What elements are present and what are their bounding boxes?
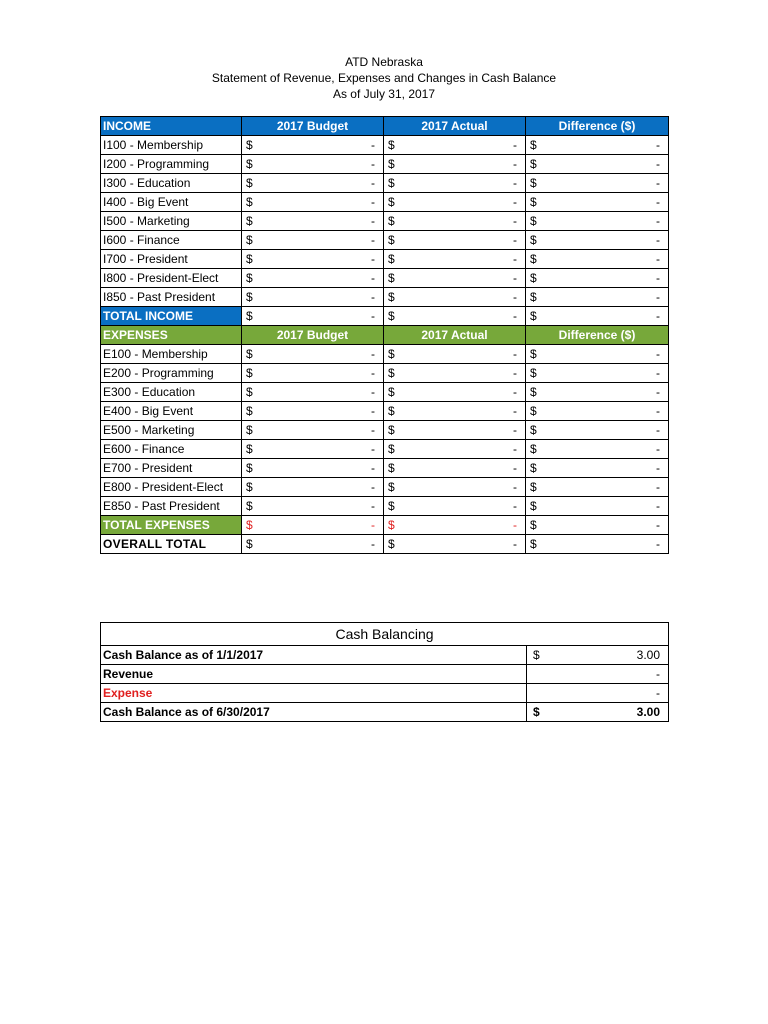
currency-sign: $ [246,290,253,304]
amount: - [656,214,660,228]
cash-row [101,665,669,684]
amount: - [371,366,375,380]
currency-sign: $ [530,423,537,437]
currency-sign: $ [530,347,537,361]
amount-cell [384,307,526,326]
amount-cell [242,307,384,326]
currency-sign: $ [533,648,540,662]
amount: - [513,214,517,228]
amount-cell [526,497,669,516]
cash-row [101,684,669,703]
line-item-label: I100 - Membership [101,136,242,155]
amount: - [513,518,517,532]
currency-sign: $ [388,518,395,532]
amount-cell [526,535,669,554]
section-label: EXPENSES [101,326,242,345]
amount-cell [384,288,526,307]
amount: - [513,176,517,190]
amount-cell [384,516,526,535]
table-row [101,193,669,212]
amount-cell [526,155,669,174]
amount-cell [384,193,526,212]
amount-cell [242,250,384,269]
line-item-label: I500 - Marketing [101,212,242,231]
amount: - [513,290,517,304]
currency-sign: $ [530,290,537,304]
amount: - [656,499,660,513]
amount: - [656,385,660,399]
line-item-label: I400 - Big Event [101,193,242,212]
amount-cell [384,345,526,364]
amount-cell [384,535,526,554]
cash-row-value [527,684,669,703]
amount: - [371,290,375,304]
currency-sign: $ [246,461,253,475]
line-item-label: E100 - Membership [101,345,242,364]
income-header-row [101,117,669,136]
currency-sign: $ [388,138,395,152]
currency-sign: $ [530,233,537,247]
line-item-label: E700 - President [101,459,242,478]
amount-cell [242,535,384,554]
currency-sign: $ [530,499,537,513]
amount: - [656,518,660,532]
table-row [101,402,669,421]
amount-cell [242,459,384,478]
org-name: ATD Nebraska [345,55,423,69]
currency-sign: $ [530,442,537,456]
amount: - [656,667,660,681]
amount: - [371,518,375,532]
amount-cell [242,516,384,535]
amount: - [513,480,517,494]
amount: - [371,271,375,285]
cash-row [101,703,669,722]
currency-sign: $ [388,480,395,494]
currency-sign: $ [530,195,537,209]
amount-cell [384,478,526,497]
amount: - [513,347,517,361]
currency-sign: $ [246,214,253,228]
line-item-label: E500 - Marketing [101,421,242,440]
cash-row-value [527,703,669,722]
table-row [101,478,669,497]
amount: - [656,404,660,418]
amount: - [656,252,660,266]
currency-sign: $ [530,157,537,171]
table-row [101,174,669,193]
cash-row-label: Cash Balance as of 1/1/2017 [101,646,527,665]
column-header-budget: 2017 Budget [242,326,384,345]
amount: - [656,347,660,361]
amount-cell [384,155,526,174]
amount: - [656,233,660,247]
currency-sign: $ [530,385,537,399]
currency-sign: $ [246,176,253,190]
currency-sign: $ [246,442,253,456]
table-row [101,288,669,307]
currency-sign: $ [530,404,537,418]
amount-cell [242,478,384,497]
amount: - [513,138,517,152]
amount: - [371,176,375,190]
amount: - [513,309,517,323]
amount-cell [526,269,669,288]
report-title: Statement of Revenue, Expenses and Changes in Cash Balance [211,71,557,85]
amount: - [656,157,660,171]
table-row [101,212,669,231]
amount-cell [526,288,669,307]
amount-cell [384,250,526,269]
amount-cell [242,383,384,402]
amount: 3.00 [636,705,660,719]
currency-sign: $ [246,347,253,361]
line-item-label: E850 - Past President [101,497,242,516]
currency-sign: $ [246,366,253,380]
amount: - [656,442,660,456]
currency-sign: $ [530,537,537,551]
column-header-difference: Difference ($) [526,326,669,345]
currency-sign: $ [246,404,253,418]
currency-sign: $ [246,480,253,494]
amount: - [513,499,517,513]
amount: - [656,461,660,475]
amount: - [371,404,375,418]
currency-sign: $ [246,138,253,152]
amount-cell [526,231,669,250]
currency-sign: $ [388,385,395,399]
table-row [101,345,669,364]
currency-sign: $ [388,290,395,304]
report-header [0,54,768,102]
currency-sign: $ [388,404,395,418]
amount: - [371,195,375,209]
amount-cell [526,459,669,478]
currency-sign: $ [388,442,395,456]
amount-cell [384,459,526,478]
amount: - [656,366,660,380]
amount-cell [526,402,669,421]
currency-sign: $ [530,480,537,494]
total-label: TOTAL INCOME [101,307,242,326]
table-row [101,497,669,516]
amount: - [371,138,375,152]
amount: - [656,309,660,323]
amount-cell [242,402,384,421]
amount: - [656,138,660,152]
currency-sign: $ [246,233,253,247]
amount-cell [526,383,669,402]
currency-sign: $ [388,233,395,247]
line-item-label: I800 - President-Elect [101,269,242,288]
column-header-actual: 2017 Actual [384,326,526,345]
expenses-header-row [101,326,669,345]
amount: 3.00 [636,648,660,662]
amount-cell [242,212,384,231]
amount-cell [526,136,669,155]
cash-balancing-table [100,622,669,722]
currency-sign: $ [530,214,537,228]
amount-cell [384,212,526,231]
table-row [101,364,669,383]
amount-cell [526,440,669,459]
amount: - [656,686,660,700]
amount: - [513,461,517,475]
amount: - [371,442,375,456]
currency-sign: $ [388,537,395,551]
currency-sign: $ [530,309,537,323]
currency-sign: $ [530,271,537,285]
table-row [101,421,669,440]
amount-cell [526,193,669,212]
currency-sign: $ [246,309,253,323]
amount-cell [384,364,526,383]
amount: - [371,252,375,266]
amount-cell [384,231,526,250]
cash-row-value [527,646,669,665]
amount-cell [526,307,669,326]
currency-sign: $ [388,309,395,323]
cash-row [101,646,669,665]
currency-sign: $ [388,366,395,380]
currency-sign: $ [388,214,395,228]
table-row [101,269,669,288]
table-row [101,440,669,459]
line-item-label: E300 - Education [101,383,242,402]
currency-sign: $ [246,518,253,532]
amount: - [371,157,375,171]
currency-sign: $ [388,252,395,266]
amount-cell [526,421,669,440]
amount: - [656,271,660,285]
table-row [101,250,669,269]
currency-sign: $ [530,138,537,152]
cash-row-value [527,665,669,684]
amount: - [513,442,517,456]
line-item-label: I600 - Finance [101,231,242,250]
total-label: OVERALL TOTAL [101,535,242,554]
amount: - [513,195,517,209]
currency-sign: $ [388,461,395,475]
amount-cell [242,497,384,516]
currency-sign: $ [246,271,253,285]
amount-cell [384,497,526,516]
currency-sign: $ [388,271,395,285]
currency-sign: $ [246,385,253,399]
currency-sign: $ [533,705,540,719]
currency-sign: $ [246,157,253,171]
currency-sign: $ [246,252,253,266]
amount-cell [242,136,384,155]
cash-row-label: Cash Balance as of 6/30/2017 [101,703,527,722]
line-item-label: I700 - President [101,250,242,269]
amount: - [656,176,660,190]
amount: - [371,233,375,247]
table-row [101,383,669,402]
amount: - [513,537,517,551]
amount: - [656,537,660,551]
cash-title-row [101,623,669,646]
table-row [101,136,669,155]
currency-sign: $ [246,499,253,513]
amount-cell [384,440,526,459]
currency-sign: $ [530,518,537,532]
amount-cell [242,155,384,174]
currency-sign: $ [388,157,395,171]
amount-cell [526,478,669,497]
cash-row-label: Expense [101,684,527,703]
amount: - [371,423,375,437]
amount-cell [526,345,669,364]
amount: - [513,157,517,171]
amount-cell [526,174,669,193]
amount: - [513,423,517,437]
overall-total-row [101,535,669,554]
line-item-label: E200 - Programming [101,364,242,383]
amount: - [371,309,375,323]
amount-cell [242,269,384,288]
amount: - [656,423,660,437]
amount-cell [384,269,526,288]
amount: - [656,290,660,304]
amount-cell [526,212,669,231]
table-row [101,155,669,174]
amount: - [513,252,517,266]
cash-row-label: Revenue [101,665,527,684]
amount: - [513,385,517,399]
section-label: INCOME [101,117,242,136]
currency-sign: $ [530,176,537,190]
line-item-label: E400 - Big Event [101,402,242,421]
currency-sign: $ [388,195,395,209]
table-row [101,231,669,250]
currency-sign: $ [530,366,537,380]
amount-cell [242,421,384,440]
amount-cell [526,250,669,269]
amount-cell [384,383,526,402]
amount-cell [242,364,384,383]
currency-sign: $ [388,176,395,190]
amount-cell [242,174,384,193]
amount-cell [526,364,669,383]
currency-sign: $ [246,423,253,437]
line-item-label: E600 - Finance [101,440,242,459]
cash-title: Cash Balancing [101,623,669,646]
amount-cell [242,193,384,212]
amount-cell [242,345,384,364]
currency-sign: $ [530,461,537,475]
amount-cell [242,288,384,307]
amount: - [371,537,375,551]
currency-sign: $ [388,423,395,437]
amount: - [656,480,660,494]
amount-cell [384,402,526,421]
amount: - [371,214,375,228]
total-expenses-row [101,516,669,535]
amount: - [371,461,375,475]
currency-sign: $ [388,347,395,361]
amount: - [513,233,517,247]
total-income-row [101,307,669,326]
amount: - [513,366,517,380]
amount: - [513,404,517,418]
line-item-label: E800 - President-Elect [101,478,242,497]
amount-cell [384,174,526,193]
line-item-label: I850 - Past President [101,288,242,307]
currency-sign: $ [246,537,253,551]
financial-statement-table [100,116,669,554]
report-date: As of July 31, 2017 [332,87,436,101]
total-label: TOTAL EXPENSES [101,516,242,535]
line-item-label: I200 - Programming [101,155,242,174]
amount: - [371,480,375,494]
column-header-difference: Difference ($) [526,117,669,136]
column-header-budget: 2017 Budget [242,117,384,136]
amount-cell [384,136,526,155]
column-header-actual: 2017 Actual [384,117,526,136]
currency-sign: $ [530,252,537,266]
amount: - [371,385,375,399]
amount-cell [526,516,669,535]
currency-sign: $ [388,499,395,513]
table-row [101,459,669,478]
line-item-label: I300 - Education [101,174,242,193]
amount-cell [242,231,384,250]
amount: - [656,195,660,209]
currency-sign: $ [246,195,253,209]
amount: - [371,499,375,513]
amount-cell [242,440,384,459]
amount: - [371,347,375,361]
amount-cell [384,421,526,440]
amount: - [513,271,517,285]
